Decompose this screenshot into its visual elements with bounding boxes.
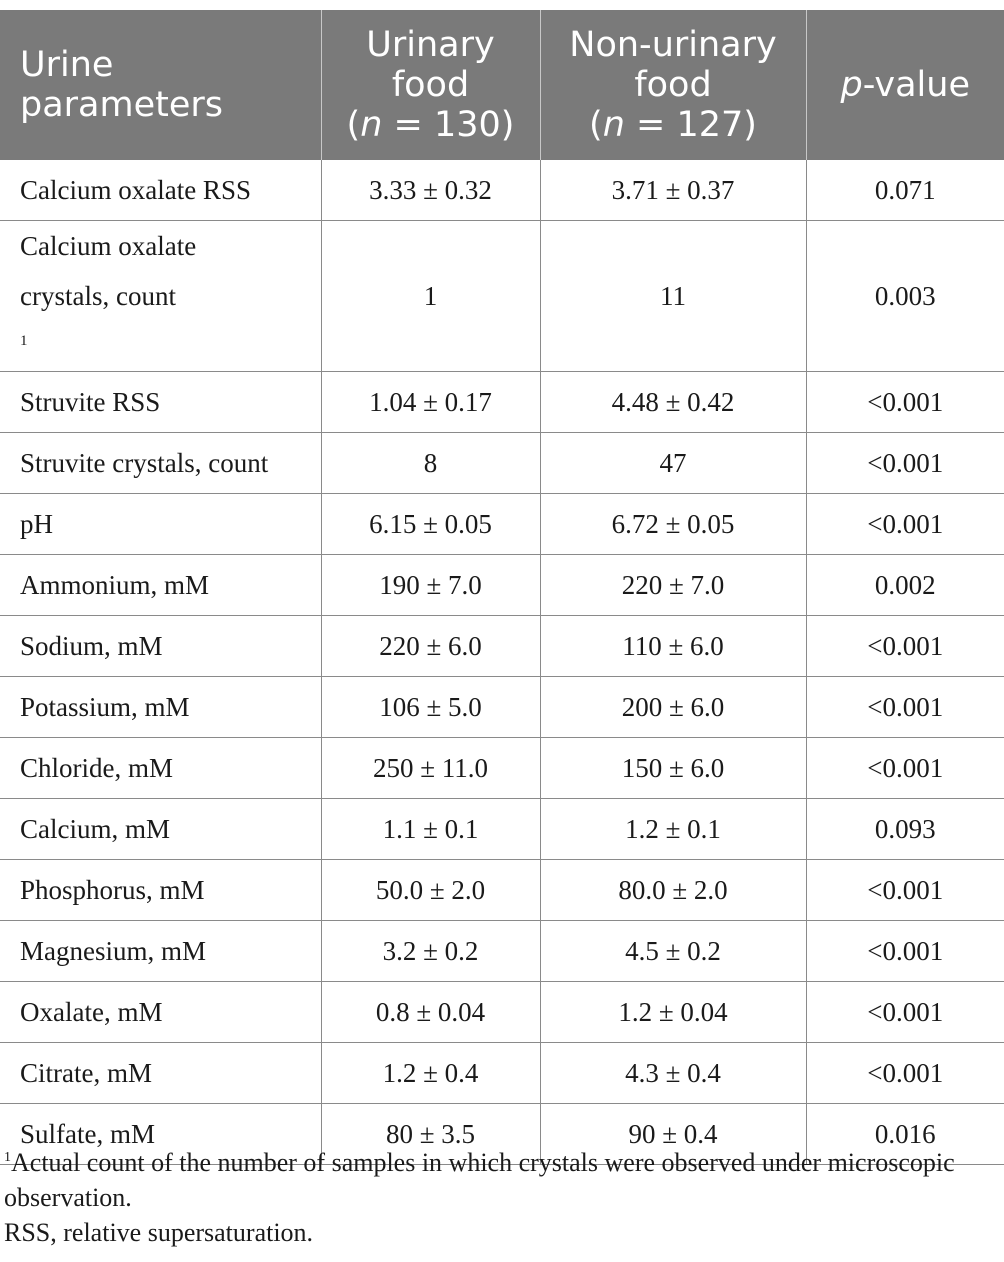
- non-urinary-value: 11: [540, 221, 806, 372]
- non-urinary-value: 4.5 ± 0.2: [540, 921, 806, 982]
- urinary-value: 80 ± 3.5: [321, 1104, 540, 1165]
- table-row: [0, 921, 1004, 982]
- row-label: Calcium, mM: [0, 799, 321, 860]
- p-value: <0.001: [806, 494, 1004, 555]
- p-value: <0.001: [806, 1043, 1004, 1104]
- footnote-1: $^1$Actual count of the number of samples in which crystals were observed under microscopic observation.: [4, 1148, 955, 1212]
- header-urinary-food: Urinary food (n = 130): [321, 10, 540, 160]
- urinary-value: 1: [321, 221, 540, 372]
- p-value: 0.002: [806, 555, 1004, 616]
- non-urinary-value: 47: [540, 433, 806, 494]
- header-p-value: p-value: [806, 10, 1004, 160]
- table-row: [0, 860, 1004, 921]
- results-table-container: [0, 10, 1004, 1165]
- row-label: Oxalate, mM: [0, 982, 321, 1043]
- non-urinary-value: 80.0 ± 2.0: [540, 860, 806, 921]
- p-value: 0.093: [806, 799, 1004, 860]
- row-label: Chloride, mM: [0, 738, 321, 799]
- non-urinary-value: 90 ± 0.4: [540, 1104, 806, 1165]
- p-value: <0.001: [806, 921, 1004, 982]
- urinary-value: 0.8 ± 0.04: [321, 982, 540, 1043]
- table-row: [0, 1043, 1004, 1104]
- table-row: [0, 799, 1004, 860]
- header-row: [0, 10, 1004, 160]
- urine-parameters-table: [0, 10, 1004, 1165]
- non-urinary-value: 220 ± 7.0: [540, 555, 806, 616]
- row-label: Sulfate, mM: [0, 1104, 321, 1165]
- urinary-value: 6.15 ± 0.05: [321, 494, 540, 555]
- row-label: Struvite RSS: [0, 372, 321, 433]
- non-urinary-value: 1.2 ± 0.1: [540, 799, 806, 860]
- urinary-value: 190 ± 7.0: [321, 555, 540, 616]
- urinary-value: 1.2 ± 0.4: [321, 1043, 540, 1104]
- row-label: pH: [0, 494, 321, 555]
- table-row: [0, 494, 1004, 555]
- table-row: [0, 738, 1004, 799]
- row-label: Potassium, mM: [0, 677, 321, 738]
- urinary-value: 1.1 ± 0.1: [321, 799, 540, 860]
- non-urinary-value: 1.2 ± 0.04: [540, 982, 806, 1043]
- footnote-abbreviation: RSS, relative supersaturation.: [4, 1218, 314, 1247]
- table-body: [0, 160, 1004, 1165]
- table-row: [0, 982, 1004, 1043]
- p-value: <0.001: [806, 860, 1004, 921]
- table-header: [0, 10, 1004, 160]
- urinary-value: 8: [321, 433, 540, 494]
- p-value: 0.003: [806, 221, 1004, 372]
- p-value: <0.001: [806, 982, 1004, 1043]
- row-label: Calcium oxalate crystals, count $^1$: [0, 221, 321, 372]
- header-urine-parameters: Urine parameters: [0, 10, 321, 160]
- table-row: [0, 555, 1004, 616]
- urinary-value: 220 ± 6.0: [321, 616, 540, 677]
- table-row: [0, 160, 1004, 221]
- urinary-value: 1.04 ± 0.17: [321, 372, 540, 433]
- table-row: [0, 221, 1004, 372]
- header-non-urinary-food: Non-urinary food (n = 127): [540, 10, 806, 160]
- row-label: Calcium oxalate RSS: [0, 160, 321, 221]
- row-label: Magnesium, mM: [0, 921, 321, 982]
- row-label: Citrate, mM: [0, 1043, 321, 1104]
- footnote-marker: 1: [20, 333, 28, 349]
- table-row: [0, 433, 1004, 494]
- footnote-1-marker: 1: [4, 1150, 11, 1165]
- row-label: Phosphorus, mM: [0, 860, 321, 921]
- urinary-value: 3.2 ± 0.2: [321, 921, 540, 982]
- non-urinary-value: 150 ± 6.0: [540, 738, 806, 799]
- table-row: [0, 616, 1004, 677]
- urinary-value: 250 ± 11.0: [321, 738, 540, 799]
- non-urinary-value: 4.3 ± 0.4: [540, 1043, 806, 1104]
- non-urinary-value: 6.72 ± 0.05: [540, 494, 806, 555]
- row-label: Struvite crystals, count: [0, 433, 321, 494]
- p-value: <0.001: [806, 738, 1004, 799]
- urinary-value: 3.33 ± 0.32: [321, 160, 540, 221]
- non-urinary-value: 3.71 ± 0.37: [540, 160, 806, 221]
- row-label: Ammonium, mM: [0, 555, 321, 616]
- non-urinary-value: 4.48 ± 0.42: [540, 372, 806, 433]
- table-row: [0, 677, 1004, 738]
- urinary-value: 106 ± 5.0: [321, 677, 540, 738]
- p-value: <0.001: [806, 677, 1004, 738]
- p-value: <0.001: [806, 616, 1004, 677]
- header-non-urinary-n: (n = 127): [589, 105, 757, 145]
- urinary-value: 50.0 ± 2.0: [321, 860, 540, 921]
- p-value: <0.001: [806, 372, 1004, 433]
- row-label: Sodium, mM: [0, 616, 321, 677]
- header-urinary-n: (n = 130): [346, 105, 515, 145]
- table-footnotes: [4, 1145, 999, 1250]
- p-value: <0.001: [806, 433, 1004, 494]
- p-value: 0.071: [806, 160, 1004, 221]
- p-value: 0.016: [806, 1104, 1004, 1165]
- non-urinary-value: 200 ± 6.0: [540, 677, 806, 738]
- table-row: [0, 372, 1004, 433]
- non-urinary-value: 110 ± 6.0: [540, 616, 806, 677]
